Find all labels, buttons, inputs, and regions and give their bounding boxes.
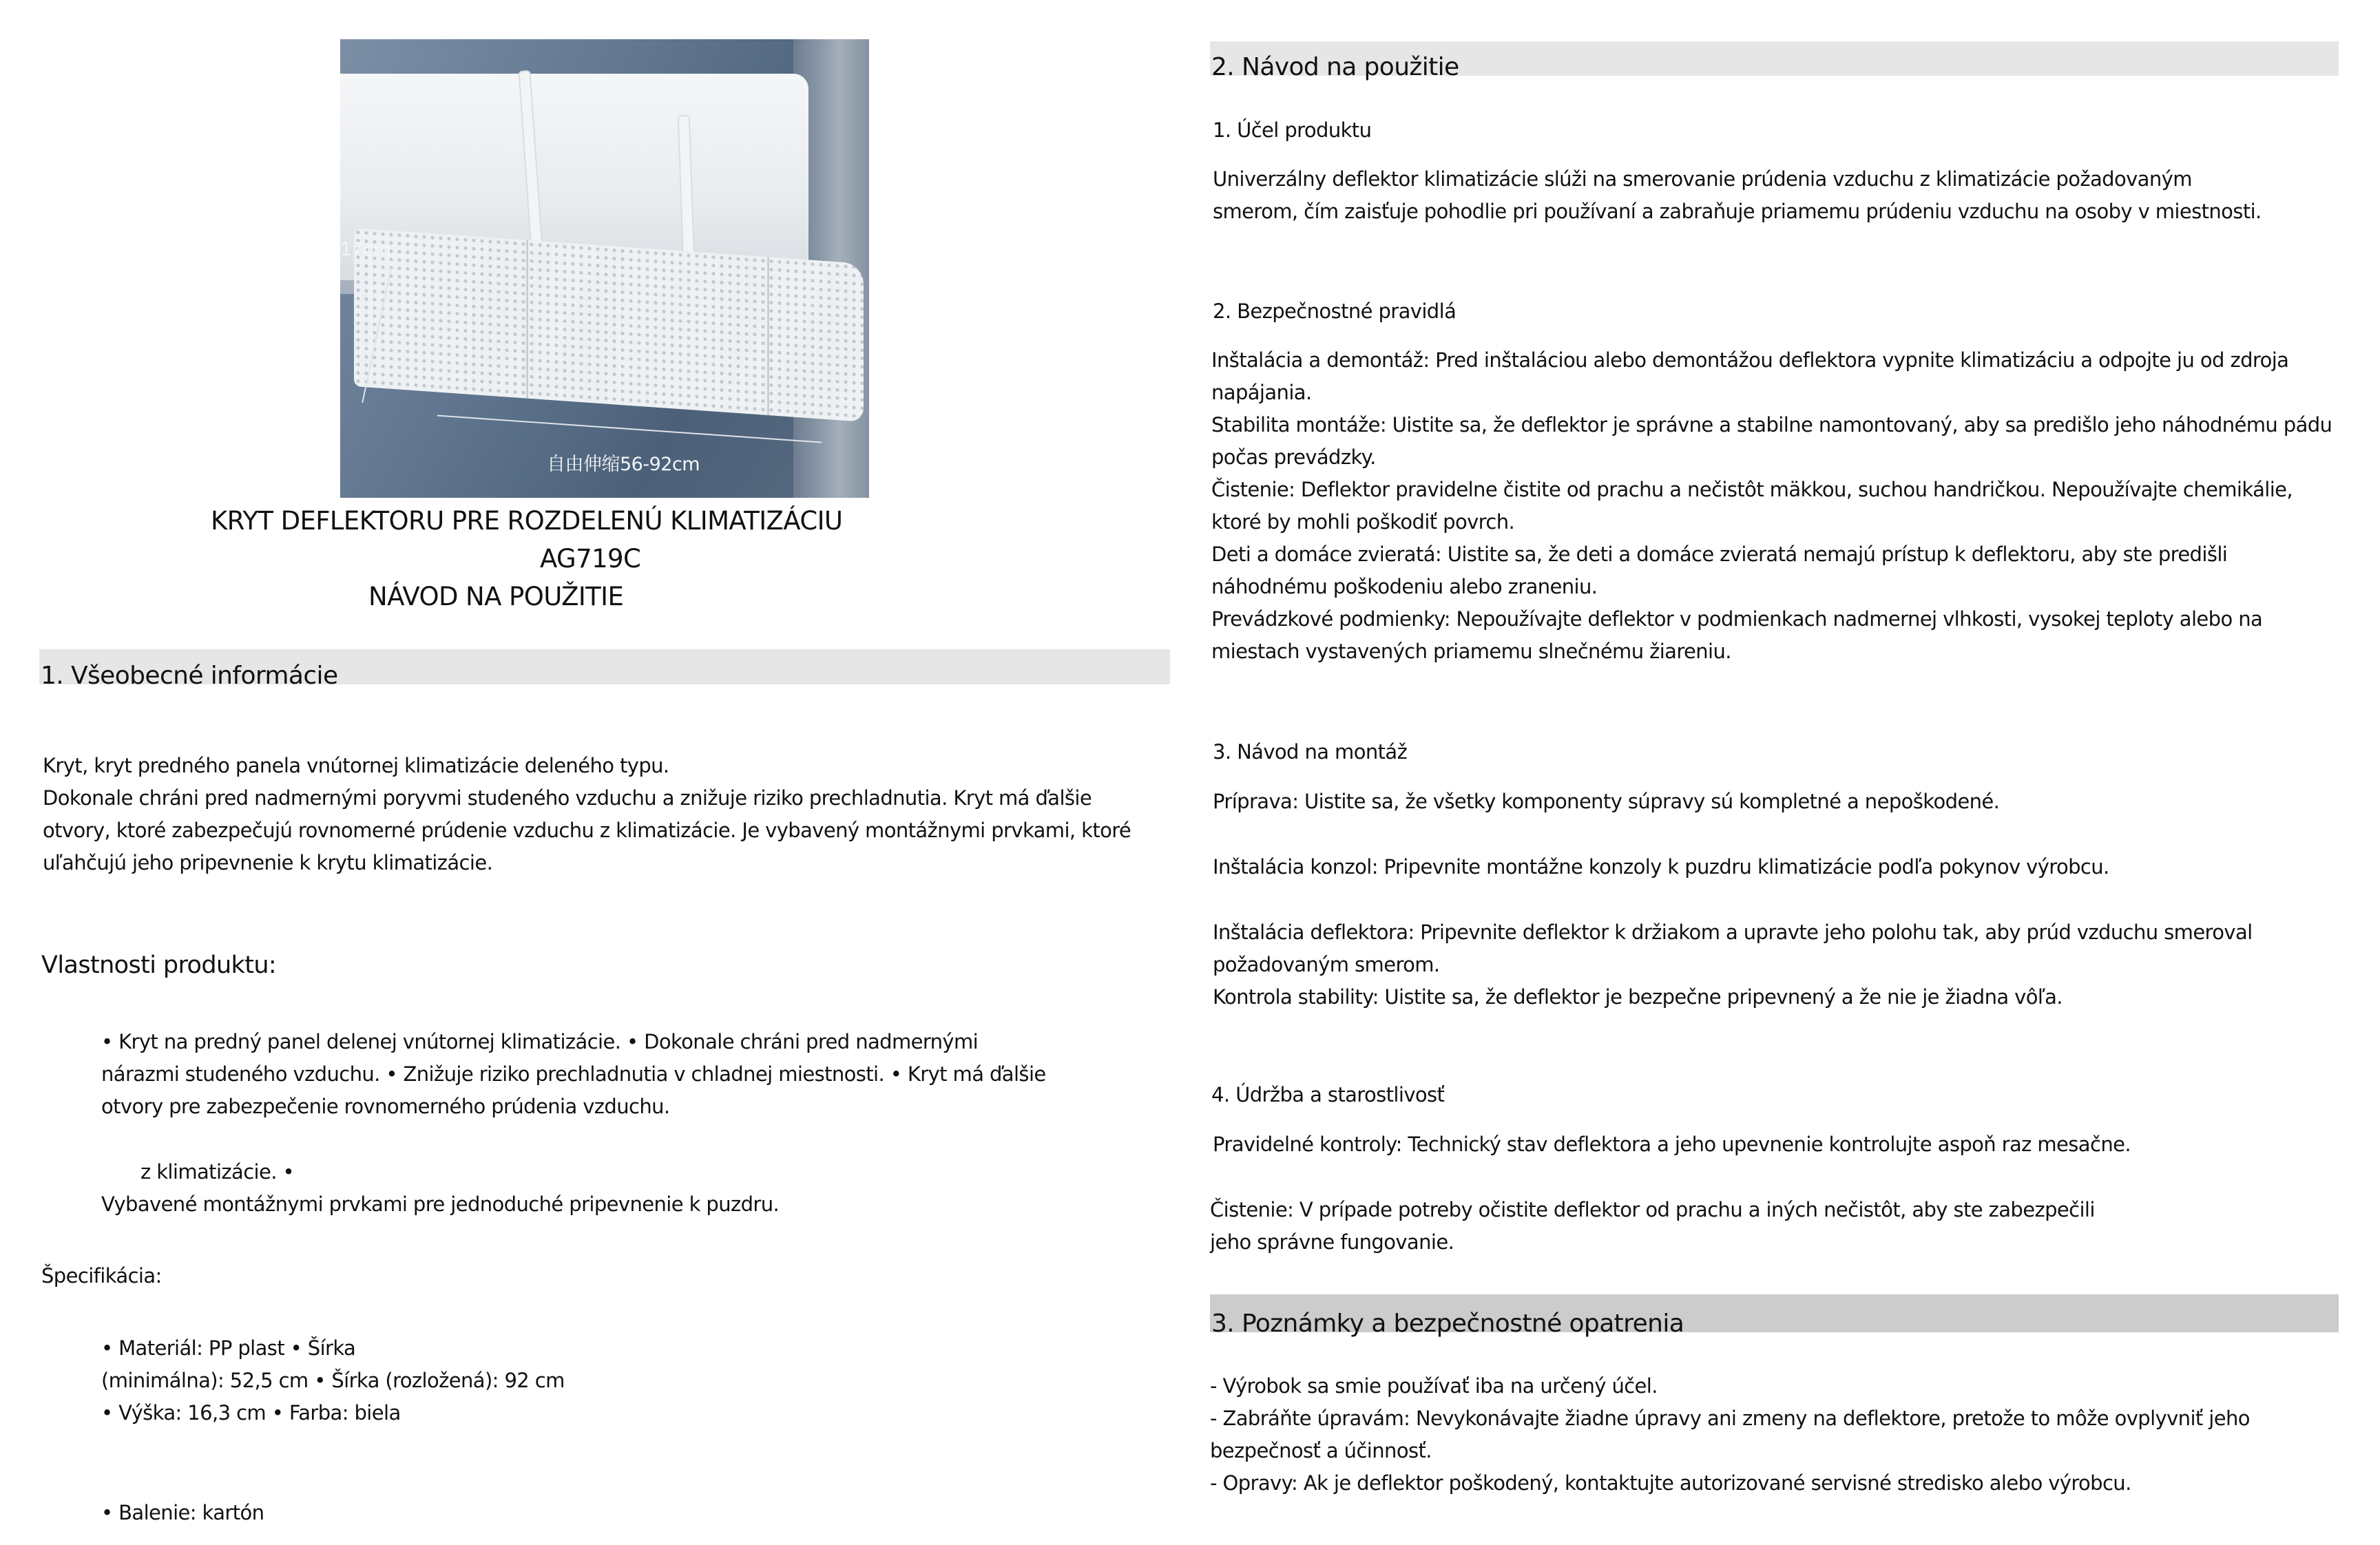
spec-line: (minimálna): 52,5 cm • Šírka (rozložená): 92 cm xyxy=(101,1369,565,1392)
features-cont: z klimatizácie. • xyxy=(140,1160,294,1184)
model-number: AG719C xyxy=(540,544,641,574)
height-label: 17cm xyxy=(340,239,391,260)
text-line: smerom, čím zaisťuje pohodlie pri používaní a zabraňuje priamemu prúdeniu vzduchu na osoby v miestnosti. xyxy=(1213,200,2262,223)
text-line: počas prevádzky. xyxy=(1211,445,1376,469)
safety-rules xyxy=(1211,344,2332,668)
spec-line: • Výška: 16,3 cm • Farba: biela xyxy=(101,1401,401,1425)
features-cont: Vybavené montážnymi prvkami pre jednoduché pripevnenie k puzdru. xyxy=(101,1192,780,1216)
care-cleaning xyxy=(1210,1194,2095,1259)
intro-paragraph xyxy=(43,750,1131,879)
section3-heading: 3. Poznámky a bezpečnostné opatrenia xyxy=(1211,1310,1684,1338)
text-line: Stabilita montáže: Uistite sa, že deflektor je správne a stabilne namontovaný, aby sa predišlo jeho náhodnému pádu xyxy=(1211,413,2332,437)
note-line: - Zabráňte úpravám: Nevykonávajte žiadne úpravy ani zmeny na deflektore, pretože to môže ovplyvniť jeho xyxy=(1210,1407,2250,1430)
product-image xyxy=(340,39,869,498)
section1-heading: 1. Všeobecné informácie xyxy=(41,662,338,690)
text-line: otvory, ktoré zabezpečujú rovnomerné prúdenie vzduchu z klimatizácie. Je vybavený montážnymi prvkami, ktoré xyxy=(43,819,1131,842)
text-line: napájania. xyxy=(1211,381,1312,404)
features-list xyxy=(101,1026,1046,1123)
section-heading-bar xyxy=(39,649,1170,690)
text-line: Kontrola stability: Uistite sa, že deflektor je bezpečne pripevnený a že nie je žiadna vôľa. xyxy=(1213,985,2063,1009)
mount-heading: 3. Návod na montáž xyxy=(1213,740,1408,764)
section2-heading: 2. Návod na použitie xyxy=(1211,53,1459,81)
care-checks: Pravidelné kontroly: Technický stav deflektora a jeho upevnenie kontrolujte aspoň raz mesačne. xyxy=(1213,1133,2131,1156)
note-line: - Výrobok sa smie používať iba na určený účel. xyxy=(1210,1374,1658,1398)
text-line: Kryt, kryt predného panela vnútornej klimatizácie deleného typu. xyxy=(43,754,669,777)
text-line: uľahčujú jeho pripevnenie k krytu klimatizácie. xyxy=(43,851,493,874)
text-line: Univerzálny deflektor klimatizácie slúži na smerovanie prúdenia vzduchu z klimatizácie požadovaným xyxy=(1213,167,2192,191)
text-line: • Kryt na predný panel delenej vnútornej klimatizácie. • Dokonale chráni pred nadmernými xyxy=(101,1030,979,1053)
text-line: jeho správne fungovanie. xyxy=(1210,1230,1454,1254)
text-line: Inštalácia deflektora: Pripevnite deflektor k držiakom a upravte jeho polohu tak, aby prúd vzduchu smeroval xyxy=(1213,921,2253,944)
note-line: - Opravy: Ak je deflektor poškodený, kontaktujte autorizované servisné stredisko alebo výrobcu. xyxy=(1210,1471,2131,1495)
text-line: nárazmi studeného vzduchu. • Znižuje riziko prechladnutia v chladnej miestnosti. • Kryt má ďalšie xyxy=(101,1062,1046,1086)
safety-heading: 2. Bezpečnostné pravidlá xyxy=(1213,299,1457,323)
text-line: Dokonale chráni pred nadmernými poryvmi studeného vzduchu a znižuje riziko prechladnutia. Kryt má ďalšie xyxy=(43,786,1092,810)
spec-line: • Materiál: PP plast • Šírka xyxy=(101,1336,356,1360)
purpose-heading: 1. Účel produktu xyxy=(1213,118,1372,142)
text-line: Inštalácia a demontáž: Pred inštaláciou alebo demontážou deflektora vypnite klimatizáciu a odpojte ju od zdroja xyxy=(1211,348,2289,372)
width-label: 自由伸缩56-92cm xyxy=(547,454,700,475)
spec-heading: Špecifikácia: xyxy=(41,1264,162,1288)
text-line: požadovaným smerom. xyxy=(1213,953,1440,976)
text-line: ktoré by mohli poškodiť povrch. xyxy=(1211,510,1515,534)
doc-subtitle: NÁVOD NA POUŽITIE xyxy=(368,582,624,611)
text-line: miestach vystavených priamemu slnečnému žiareniu. xyxy=(1211,640,1731,663)
text-line: Deti a domáce zvieratá: Uistite sa, že deti a domáce zvieratá nemajú prístup k deflektoru, aby ste predišli xyxy=(1211,543,2228,566)
purpose-paragraph xyxy=(1213,163,2262,228)
text-line: Čistenie: Deflektor pravidelne čistite od prachu a nečistôt mäkkou, suchou handričkou. Nepoužívajte chemikálie, xyxy=(1211,478,2293,501)
care-heading: 4. Údržba a starostlivosť xyxy=(1211,1083,1445,1106)
doc-title: KRYT DEFLEKTORU PRE ROZDELENÚ KLIMATIZÁCIU xyxy=(211,506,843,536)
width-dimension-line xyxy=(437,414,822,443)
packaging: • Balenie: kartón xyxy=(101,1501,264,1524)
section-heading-bar xyxy=(1210,1294,2339,1338)
mount-prep: Príprava: Uistite sa, že všetky komponenty súpravy sú kompletné a nepoškodené. xyxy=(1213,790,2000,813)
spec-list xyxy=(101,1332,565,1429)
text-line: Čistenie: V prípade potreby očistite deflektor od prachu a iných nečistôt, aby ste zabezpečili xyxy=(1210,1198,2095,1221)
note-line: bezpečnosť a účinnosť. xyxy=(1210,1439,1432,1462)
features-heading: Vlastnosti produktu: xyxy=(41,952,277,979)
text-line: Prevádzkové podmienky: Nepoužívajte deflektor v podmienkach nadmernej vlhkosti, vysokej teploty alebo na xyxy=(1211,607,2263,631)
section-heading-bar xyxy=(1210,41,2339,81)
mount-deflector xyxy=(1213,916,2253,1013)
notes-list xyxy=(1210,1370,2250,1500)
mount-brackets: Inštalácia konzol: Pripevnite montážne konzoly k puzdru klimatizácie podľa pokynov výrobcu. xyxy=(1213,855,2109,879)
text-line: otvory pre zabezpečenie rovnomerného prúdenia vzduchu. xyxy=(101,1095,670,1118)
text-line: náhodnému poškodeniu alebo zraneniu. xyxy=(1211,575,1598,598)
